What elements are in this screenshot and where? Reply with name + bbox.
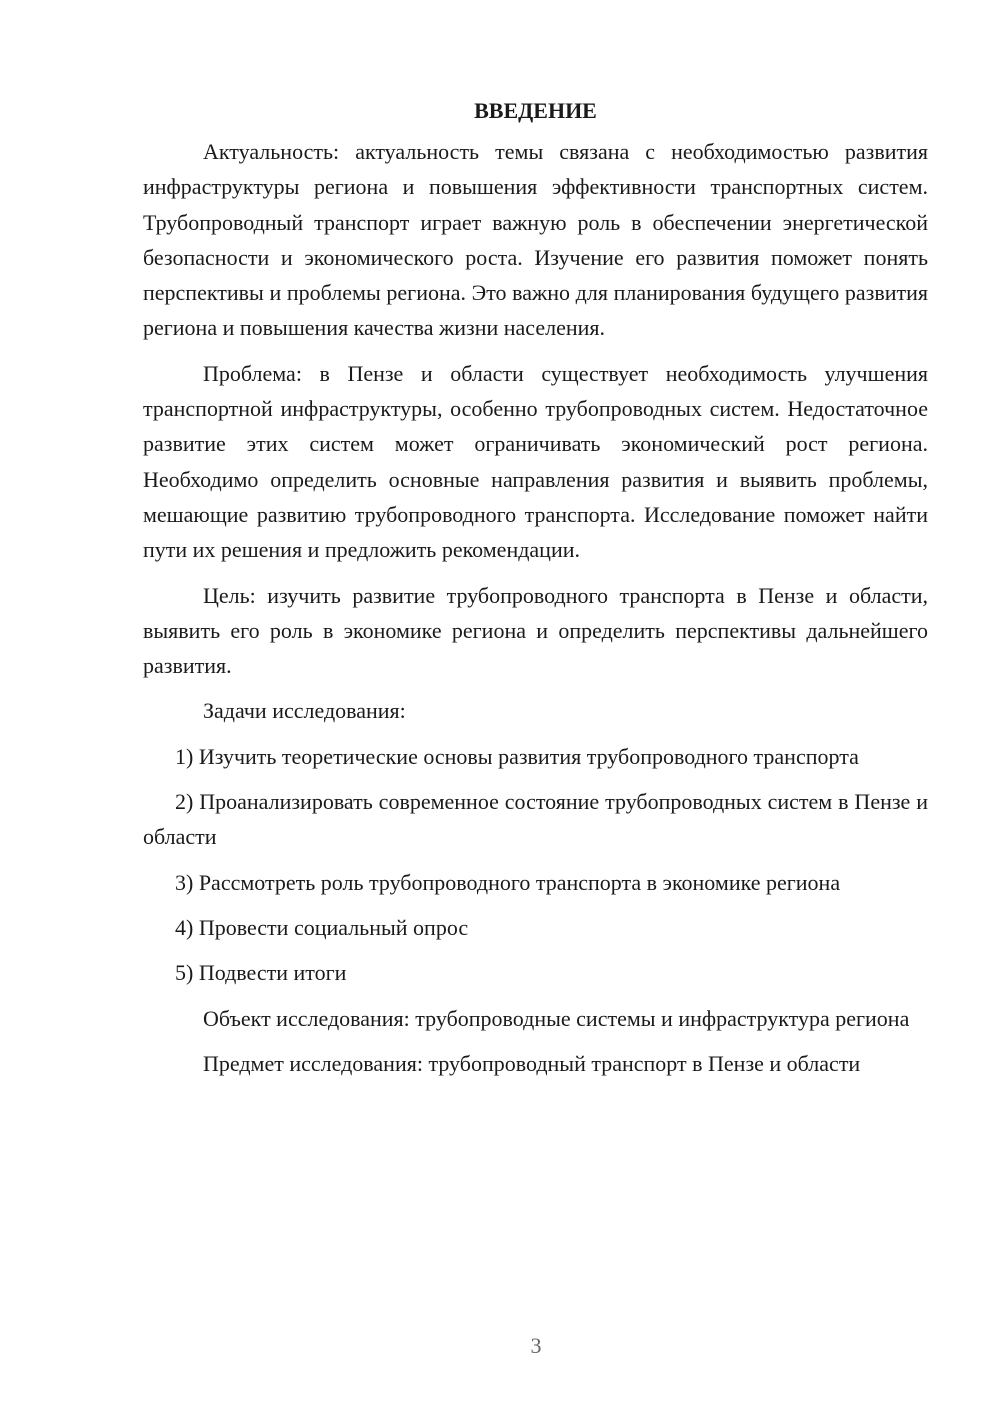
relevance-paragraph: Актуальность: актуальность темы связана с необходимостью развития инфраструктуры региона и повышения эффективности транспортных систем. Трубопроводный транспорт играет важную роль в обеспечении энергетической безопасности и экономического роста. Изучение его развития поможет понять перспективы и проблемы региона. Это важно для планирования будущего развития региона и повышения качества жизни населения.: [143, 139, 928, 341]
task-item: 4) Провести социальный опрос: [175, 914, 469, 940]
task-item: 5) Подвести итоги: [175, 960, 347, 986]
research-subject-paragraph: Предмет исследования: трубопроводный транспорт в Пензе и области: [203, 1050, 861, 1076]
task-item: 1) Изучить теоретические основы развития трубопроводного транспорта: [175, 743, 859, 769]
goal-paragraph: Цель: изучить развитие трубопроводного транспорта в Пензе и области, выявить его роль в экономике региона и определить перспективы дальнейшего развития.: [143, 582, 928, 679]
page-number: 3: [530, 1333, 542, 1358]
tasks-heading: Задачи исследования:: [203, 698, 406, 724]
problem-paragraph: Проблема: в Пензе и области существует необходимость улучшения транспортной инфраструктуры, особенно трубопроводных систем. Недостаточное развитие этих систем может ограничивать экономический рост региона. Необходимо определить основные направления развития и выявить проблемы, мешающие развитию трубопроводного транспорта. Исследование поможет найти пути их решения и предложить рекомендации.: [143, 360, 928, 563]
task-item: 2) Проанализировать современное состояние трубопроводных систем в Пензе и области: [143, 789, 928, 850]
task-item: 3) Рассмотреть роль трубопроводного транспорта в экономике региона: [175, 869, 841, 895]
document-page: [143, 96, 928, 1091]
section-title: ВВЕДЕНИЕ: [474, 98, 597, 123]
research-object-paragraph: Объект исследования: трубопроводные системы и инфраструктура региона: [203, 1005, 910, 1031]
